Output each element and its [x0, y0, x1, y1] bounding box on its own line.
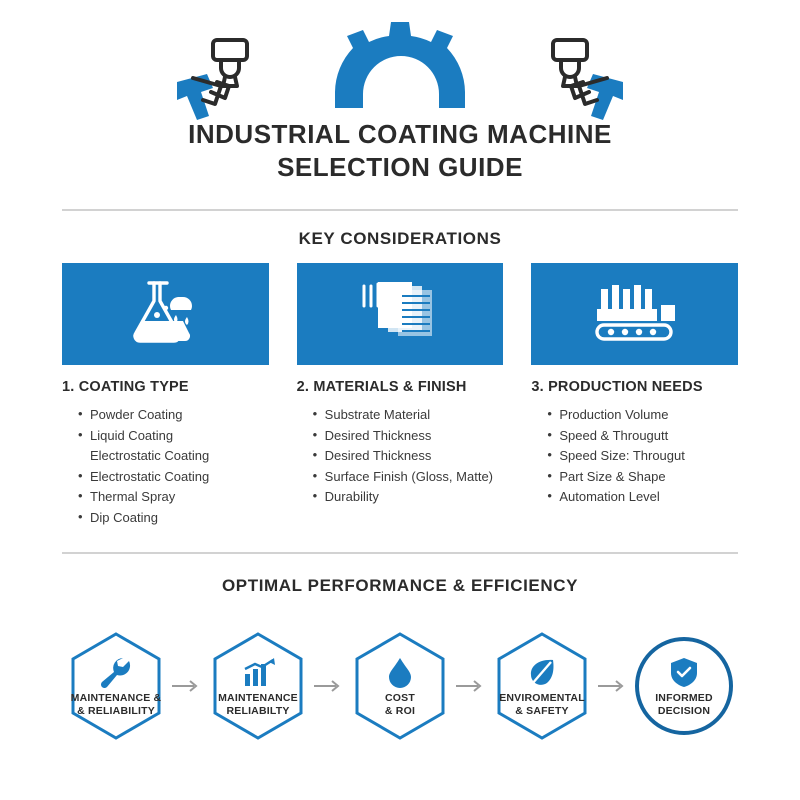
flow-node-environmental-safety[interactable] — [492, 630, 592, 742]
divider-top — [62, 209, 738, 211]
layered-sheets-icon — [352, 276, 448, 353]
arrow-right-icon — [596, 679, 630, 693]
card-icon-banner — [531, 263, 738, 365]
list-item: • Speed & Througutt — [547, 426, 738, 447]
list-item: • Speed Size: Througut — [547, 446, 738, 467]
flow-node-label: MAINTENANCE & & RELIABILITY — [70, 692, 162, 718]
card-coating-type — [62, 263, 269, 528]
list-item: • Automation Level — [547, 487, 738, 508]
page-title-line1: INDUSTRIAL COATING MACHINE — [188, 119, 612, 149]
list-item: • Liquid Coating — [78, 426, 269, 447]
droplet-icon — [386, 654, 414, 688]
page-title-line2: SELECTION GUIDE — [277, 151, 523, 182]
card-materials-finish — [297, 263, 504, 528]
arrow-right-icon — [170, 679, 204, 693]
card-heading: 1. COATING TYPE — [62, 379, 189, 395]
list-item: • Desired Thickness — [313, 446, 504, 467]
shield-check-icon — [669, 654, 699, 688]
optimal-performance-title: OPTIMAL PERFORMANCE & EFFICIENCY — [221, 576, 579, 596]
wrench-icon — [99, 654, 133, 688]
card-list — [62, 405, 269, 528]
growth-chart-icon — [241, 654, 275, 688]
leaf-icon — [526, 654, 558, 688]
list-item: • Part Size & Shape — [547, 467, 738, 488]
flow-node-label: COST & ROI — [384, 692, 416, 718]
list-item: Electrostatic Coating — [90, 448, 210, 464]
flow-node-label: INFORMED DECISION — [655, 692, 713, 718]
key-considerations-title: KEY CONSIDERATIONS — [298, 229, 502, 248]
list-item: • Substrate Material — [313, 405, 504, 426]
list-item: • Electrostatic Coating — [78, 467, 269, 488]
flow-node-cost-roi[interactable] — [350, 630, 450, 742]
flow-node-label: ENVIROMENTAL & SAFETY — [499, 692, 585, 718]
flow-node-label: MAINTENANCE RELIABILTY — [218, 692, 298, 718]
card-icon-banner — [297, 263, 504, 365]
card-production-needs — [531, 263, 738, 528]
card-heading: 3. PRODUCTION NEEDS — [531, 379, 703, 395]
gear-icon — [325, 16, 475, 117]
list-item: • Production Volume — [547, 405, 738, 426]
factory-conveyor-icon — [583, 275, 687, 354]
list-item: • Surface Finish (Gloss, Matte) — [313, 467, 504, 488]
header — [0, 0, 800, 183]
card-icon-banner — [62, 263, 269, 365]
arrow-right-icon — [454, 679, 488, 693]
list-item: • Thermal Spray — [78, 487, 269, 508]
list-item: • Dip Coating — [78, 508, 269, 529]
flow-node-maintenance-reliability[interactable] — [66, 630, 166, 742]
process-flow — [0, 630, 800, 742]
list-item: • Powder Coating — [78, 405, 269, 426]
arrow-right-icon — [312, 679, 346, 693]
flow-node-informed-decision[interactable] — [634, 630, 734, 742]
flow-node-maintenance-reliabilty[interactable] — [208, 630, 308, 742]
consideration-cards — [0, 263, 800, 528]
card-list — [297, 405, 504, 508]
list-item: • Durability — [313, 487, 504, 508]
page-title — [0, 118, 800, 183]
card-list — [531, 405, 738, 508]
flask-icon — [119, 275, 211, 354]
list-item: • Desired Thickness — [313, 426, 504, 447]
divider-bottom — [62, 552, 738, 554]
card-heading: 2. MATERIALS & FINISH — [296, 379, 467, 395]
